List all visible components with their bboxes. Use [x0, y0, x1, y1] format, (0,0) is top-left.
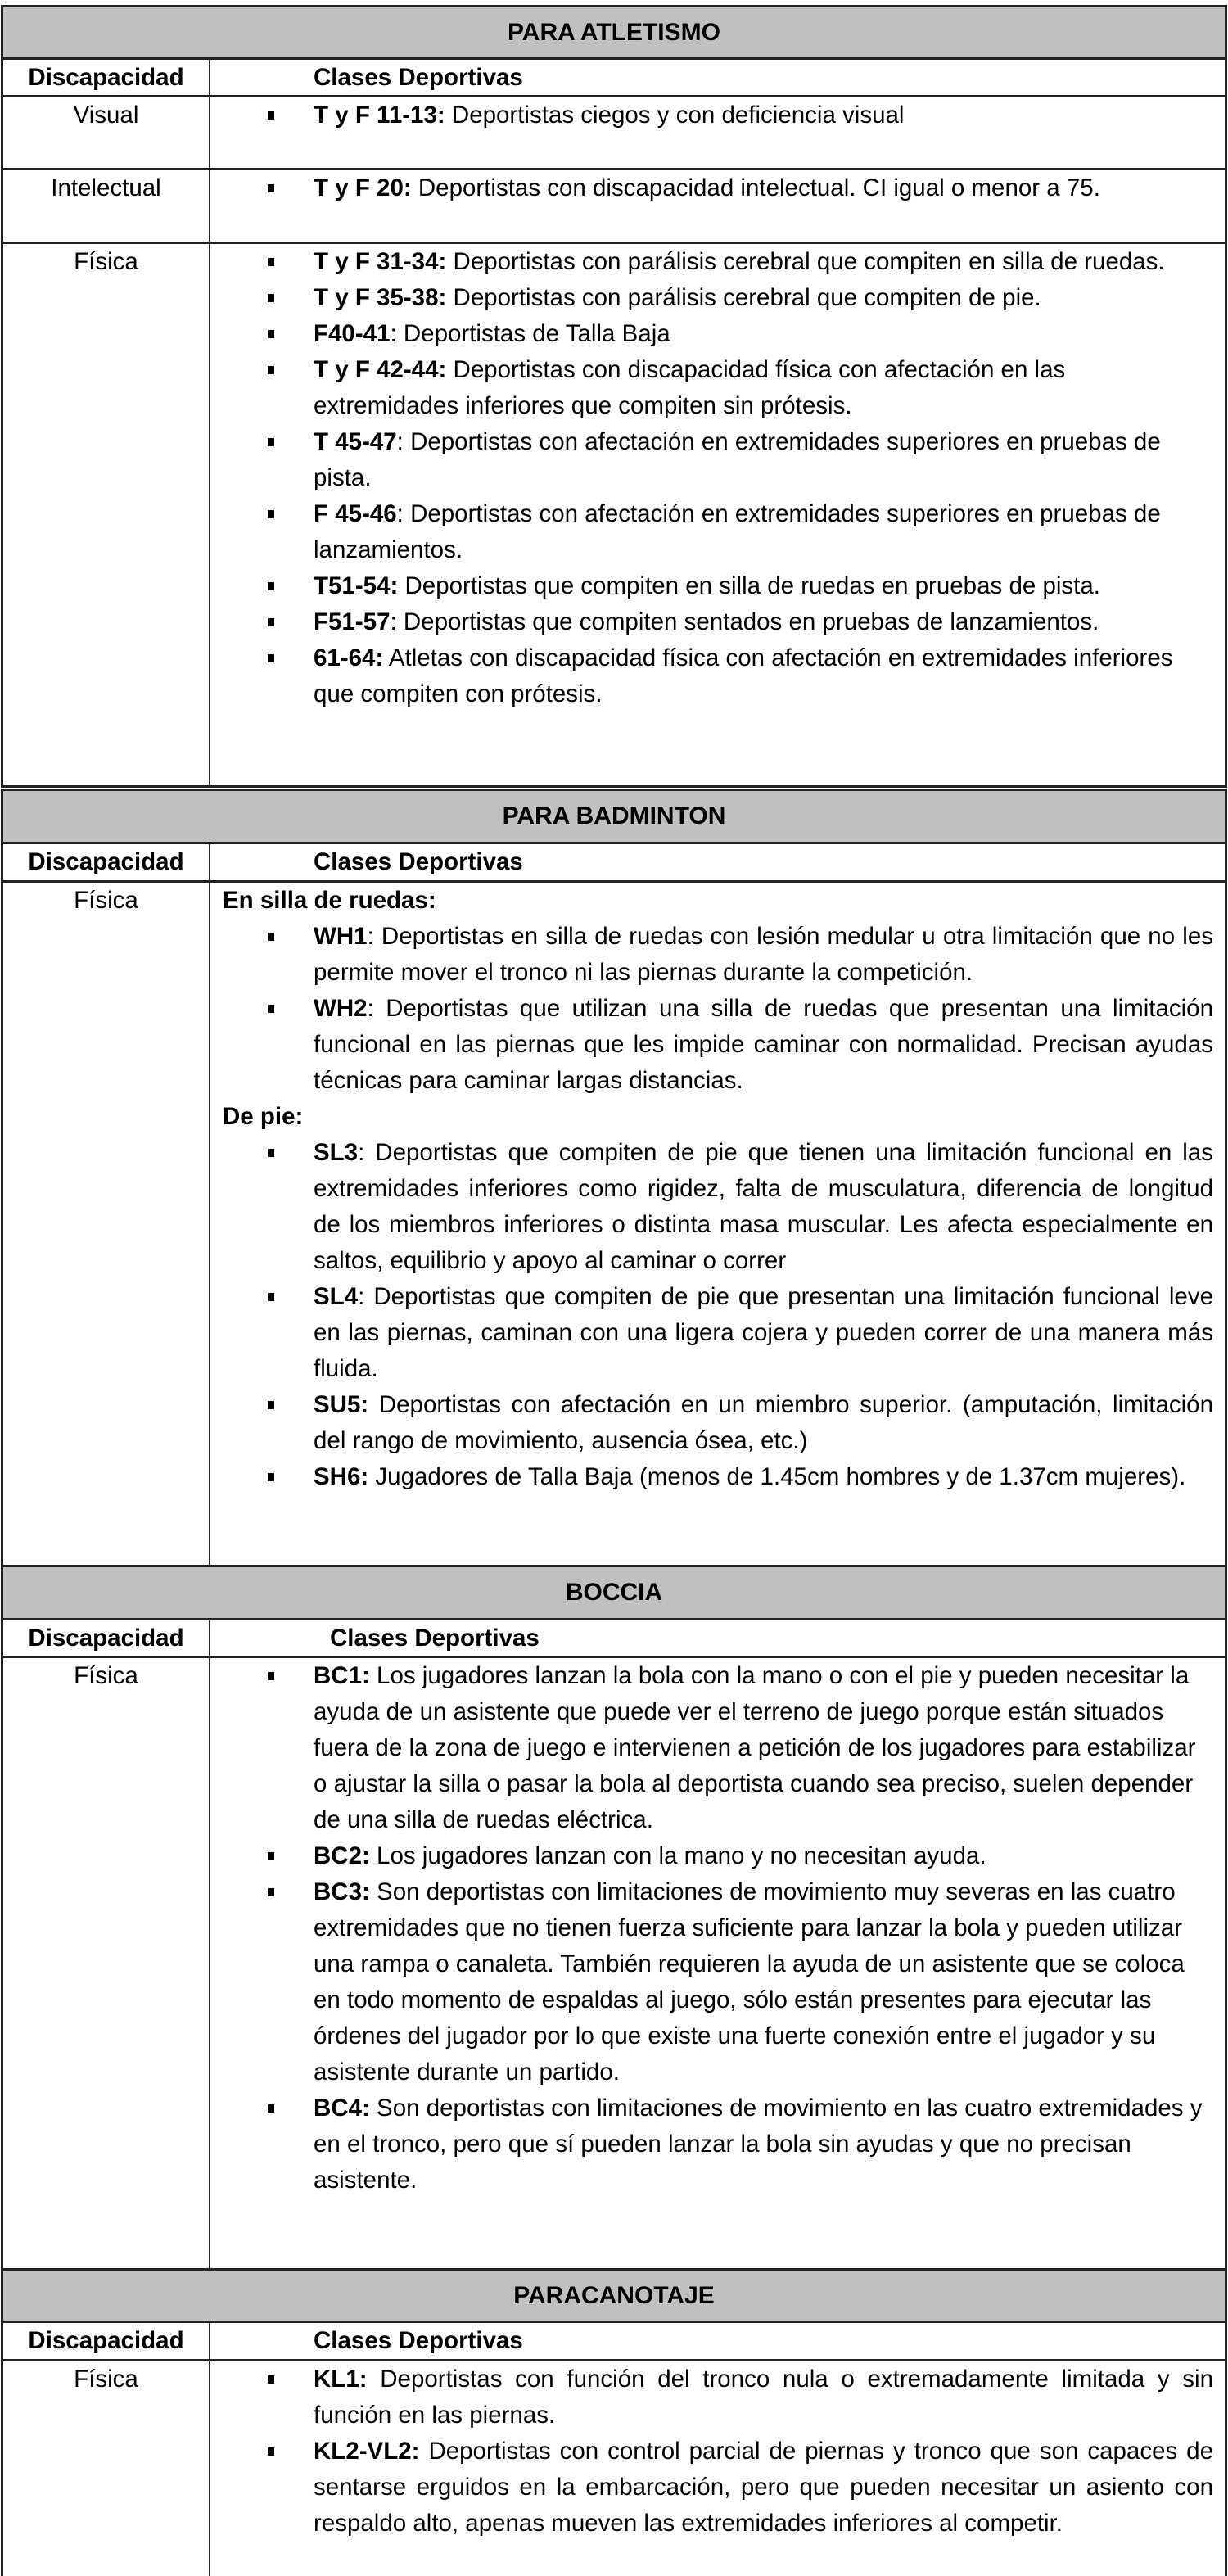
column-header-clases: Clases Deportivas: [314, 64, 523, 91]
class-code: T y F 42-44:: [314, 356, 447, 383]
class-code: BC4:: [314, 2095, 370, 2122]
class-item: [210, 352, 1213, 424]
class-description: : Deportistas que compiten de pie que presentan una limitación funcional leve en las piernas, caminan con una ligera cojera y pueden correr de una manera más fluida.: [314, 1283, 1213, 1382]
class-code: F 45-46: [314, 500, 397, 527]
class-code: SH6:: [314, 1463, 369, 1490]
class-code: KL1:: [314, 2366, 368, 2393]
class-description: Jugadores de Talla Baja (menos de 1.45cm hombres y de 1.37cm mujeres).: [368, 1463, 1186, 1490]
column-header-discapacidad: Discapacidad: [3, 60, 210, 95]
class-item: [210, 1279, 1213, 1387]
disability-cell: Intelectual: [3, 170, 210, 242]
class-item: [210, 991, 1213, 1099]
class-item: [210, 2090, 1213, 2199]
bullet-icon: [268, 2375, 274, 2384]
column-header-discapacidad: Discapacidad: [3, 844, 210, 880]
column-header-discapacidad: Discapacidad: [3, 1620, 210, 1656]
section-title: PARA BADMINTON: [3, 791, 1225, 844]
class-description: Deportistas que compiten en silla de ruedas en pruebas de pista.: [398, 572, 1100, 599]
class-code: BC1:: [314, 1662, 370, 1689]
class-item: [210, 2434, 1213, 2542]
class-description: : Deportistas en silla de ruedas con lesión medular u otra limitación que no les permite mover el tronco ni las piernas durante la competición.: [314, 923, 1213, 986]
bullet-icon: [268, 933, 274, 941]
class-description: Deportistas ciegos y con deficiencia visual: [445, 102, 905, 129]
section-title: PARACANOTAJE: [3, 2271, 1225, 2323]
bullet-icon: [268, 1852, 274, 1860]
bullet-icon: [268, 1149, 274, 1157]
disability-cell: Física: [3, 244, 210, 785]
bullet-icon: [268, 438, 274, 446]
class-item: [210, 1838, 1213, 1874]
class-description: : Deportistas con afectación en extremidades superiores en pruebas de pista.: [314, 428, 1161, 491]
disability-cell: Física: [3, 883, 210, 1566]
class-item: [210, 604, 1213, 640]
table-para-atletismo: [1, 5, 1227, 788]
class-item: [210, 170, 1213, 206]
table-header-row: [3, 2323, 1225, 2361]
bullet-icon: [268, 1293, 274, 1301]
class-code: F40-41: [314, 320, 391, 347]
classes-cell: [210, 883, 1225, 1566]
table-row: [3, 1658, 1225, 2272]
class-description: Deportistas con discapacidad física con afectación en las extremidades inferiores que compiten sin prótesis.: [314, 356, 1066, 419]
table-header-row: [3, 60, 1225, 97]
class-description: : Deportistas que compiten de pie que tienen una limitación funcional en las extremidades inferiores como rigidez, falta de musculatura, diferencia de longitud de los miembros inferiores o distinta masa muscular. Les afecta especialmente en saltos, equilibrio y apoyo al caminar o correr: [314, 1139, 1213, 1274]
table-row: [3, 170, 1225, 244]
class-code: T y F 20:: [314, 174, 412, 201]
class-description: Atletas con discapacidad física con afectación en extremidades inferiores que compiten con prótesis.: [314, 644, 1173, 707]
table-boccia: [1, 1565, 1227, 2272]
bullet-icon: [268, 258, 274, 266]
class-description: Deportistas con parálisis cerebral que compiten de pie.: [446, 284, 1041, 311]
class-code: WH1: [314, 923, 368, 950]
bullet-icon: [268, 366, 274, 374]
table-header-row: [3, 1620, 1225, 1658]
class-description: Deportistas con control parcial de piernas y tronco que son capaces de sentarse erguidos en la embarcación, pero que pueden necesitar un asiento con respaldo alto, apenas mueven las extremidades inferiores al competir.: [314, 2438, 1213, 2537]
table-paracanotaje: [1, 2268, 1227, 2576]
class-item: [210, 1135, 1213, 1279]
class-item: [210, 1874, 1213, 2090]
class-code: KL2-VL2:: [314, 2438, 420, 2465]
bullet-icon: [268, 184, 274, 192]
subgroup-heading: De pie:: [223, 1103, 304, 1130]
class-code: T y F 11-13:: [314, 102, 445, 129]
class-item: [210, 1387, 1213, 1459]
section-title: PARA ATLETISMO: [3, 7, 1225, 60]
disability-cell: Visual: [3, 97, 210, 168]
table-row: [3, 244, 1225, 788]
class-description: Los jugadores lanzan la bola con la mano o con el pie y pueden necesitar la ayuda de un asistente que puede ver el terreno de juego porque están situados fuera de la zona de juego e intervienen a petición de los jugadores para estabilizar o ajustar la silla o pasar la bola al deportista cuando sea preciso, suelen depender de una silla de ruedas eléctrica.: [314, 1662, 1196, 1833]
bullet-icon: [268, 330, 274, 338]
class-item: [210, 568, 1213, 604]
class-code: WH2: [314, 995, 368, 1022]
class-code: T51-54:: [314, 572, 399, 599]
section-title: BOCCIA: [3, 1567, 1225, 1620]
bullet-icon: [268, 654, 274, 662]
class-description: Deportistas con parálisis cerebral que compiten en silla de ruedas.: [446, 248, 1165, 275]
disability-cell: Física: [3, 2361, 210, 2576]
class-code: T y F 31-34:: [314, 248, 447, 275]
class-item: [210, 244, 1213, 280]
table-row: [3, 2361, 1225, 2576]
class-code: BC3:: [314, 1878, 370, 1905]
bullet-icon: [268, 1672, 274, 1680]
class-code: 61-64:: [314, 644, 384, 671]
bullet-icon: [268, 2104, 274, 2113]
class-description: : Deportistas que utilizan una silla de ruedas que presentan una limitación funcional en las piernas que les impide caminar con normalidad. Precisan ayudas técnicas para caminar largas distancias.: [314, 995, 1213, 1094]
class-description: : Deportistas que compiten sentados en pruebas de lanzamientos.: [390, 608, 1099, 635]
table-header-row: [3, 844, 1225, 883]
bullet-icon: [268, 1401, 274, 1409]
table-para-badminton: [1, 789, 1227, 1569]
class-item: [210, 97, 1213, 133]
class-description: Los jugadores lanzan con la mano y no necesitan ayuda.: [369, 1842, 986, 1869]
bullet-icon: [268, 294, 274, 302]
column-header-clases: Clases Deportivas: [314, 2327, 523, 2354]
bullet-icon: [268, 111, 274, 120]
class-item: [210, 496, 1213, 568]
classes-cell: [210, 1658, 1225, 2270]
class-code: SL3: [314, 1139, 359, 1166]
class-description: Deportistas con función del tronco nula o extremadamente limitada y sin función en las piernas.: [314, 2366, 1213, 2429]
class-item: [210, 316, 1213, 352]
class-code: T 45-47: [314, 428, 397, 455]
bullet-icon: [268, 618, 274, 626]
class-code: SL4: [314, 1283, 359, 1310]
class-description: : Deportistas de Talla Baja: [390, 320, 670, 347]
classes-cell: [210, 244, 1225, 785]
bullet-icon: [268, 510, 274, 518]
classes-cell: [210, 97, 1225, 168]
class-item: [210, 2361, 1213, 2434]
disability-cell: Física: [3, 1658, 210, 2270]
class-item: [210, 280, 1213, 316]
table-row: [3, 883, 1225, 1569]
table-row: [3, 97, 1225, 170]
class-item: [210, 919, 1213, 991]
bullet-icon: [268, 1473, 274, 1481]
class-code: SU5:: [314, 1391, 369, 1418]
class-description: Deportistas con discapacidad intelectual. CI igual o menor a 75.: [411, 174, 1100, 201]
classes-cell: [210, 170, 1225, 242]
subgroup-heading: En silla de ruedas:: [223, 887, 436, 914]
bullet-icon: [268, 582, 274, 590]
bullet-icon: [268, 1005, 274, 1013]
class-code: F51-57: [314, 608, 391, 635]
classes-cell: [210, 2361, 1225, 2576]
class-code: BC2:: [314, 1842, 370, 1869]
column-header-clases: Clases Deportivas: [314, 848, 523, 875]
column-header-discapacidad: Discapacidad: [3, 2323, 210, 2359]
class-description: : Deportistas con afectación en extremidades superiores en pruebas de lanzamientos.: [314, 500, 1161, 563]
bullet-icon: [268, 2447, 274, 2456]
class-item: [210, 1658, 1213, 1838]
column-header-clases: Clases Deportivas: [330, 1625, 540, 1652]
class-item: [210, 1459, 1213, 1495]
class-item: [210, 424, 1213, 496]
class-description: Deportistas con afectación en un miembro superior. (amputación, limitación del rango de movimiento, ausencia ósea, etc.): [314, 1391, 1213, 1454]
bullet-icon: [268, 1888, 274, 1896]
class-description: Son deportistas con limitaciones de movimiento muy severas en las cuatro extremidades que no tienen fuerza suficiente para lanzar la bola y pueden utilizar una rampa o canaleta. También requieren la ayuda de un asistente que se coloca en todo momento de espaldas al juego, sólo están presentes para ejecutar las órdenes del jugador por lo que existe una fuerte conexión entre el jugador y su asistente durante un partido.: [314, 1878, 1185, 2086]
class-item: [210, 640, 1213, 712]
class-code: T y F 35-38:: [314, 284, 447, 311]
class-description: Son deportistas con limitaciones de movimiento en las cuatro extremidades y en el tronco, pero que sí pueden lanzar la bola sin ayudas y que no precisan asistente.: [314, 2095, 1203, 2194]
